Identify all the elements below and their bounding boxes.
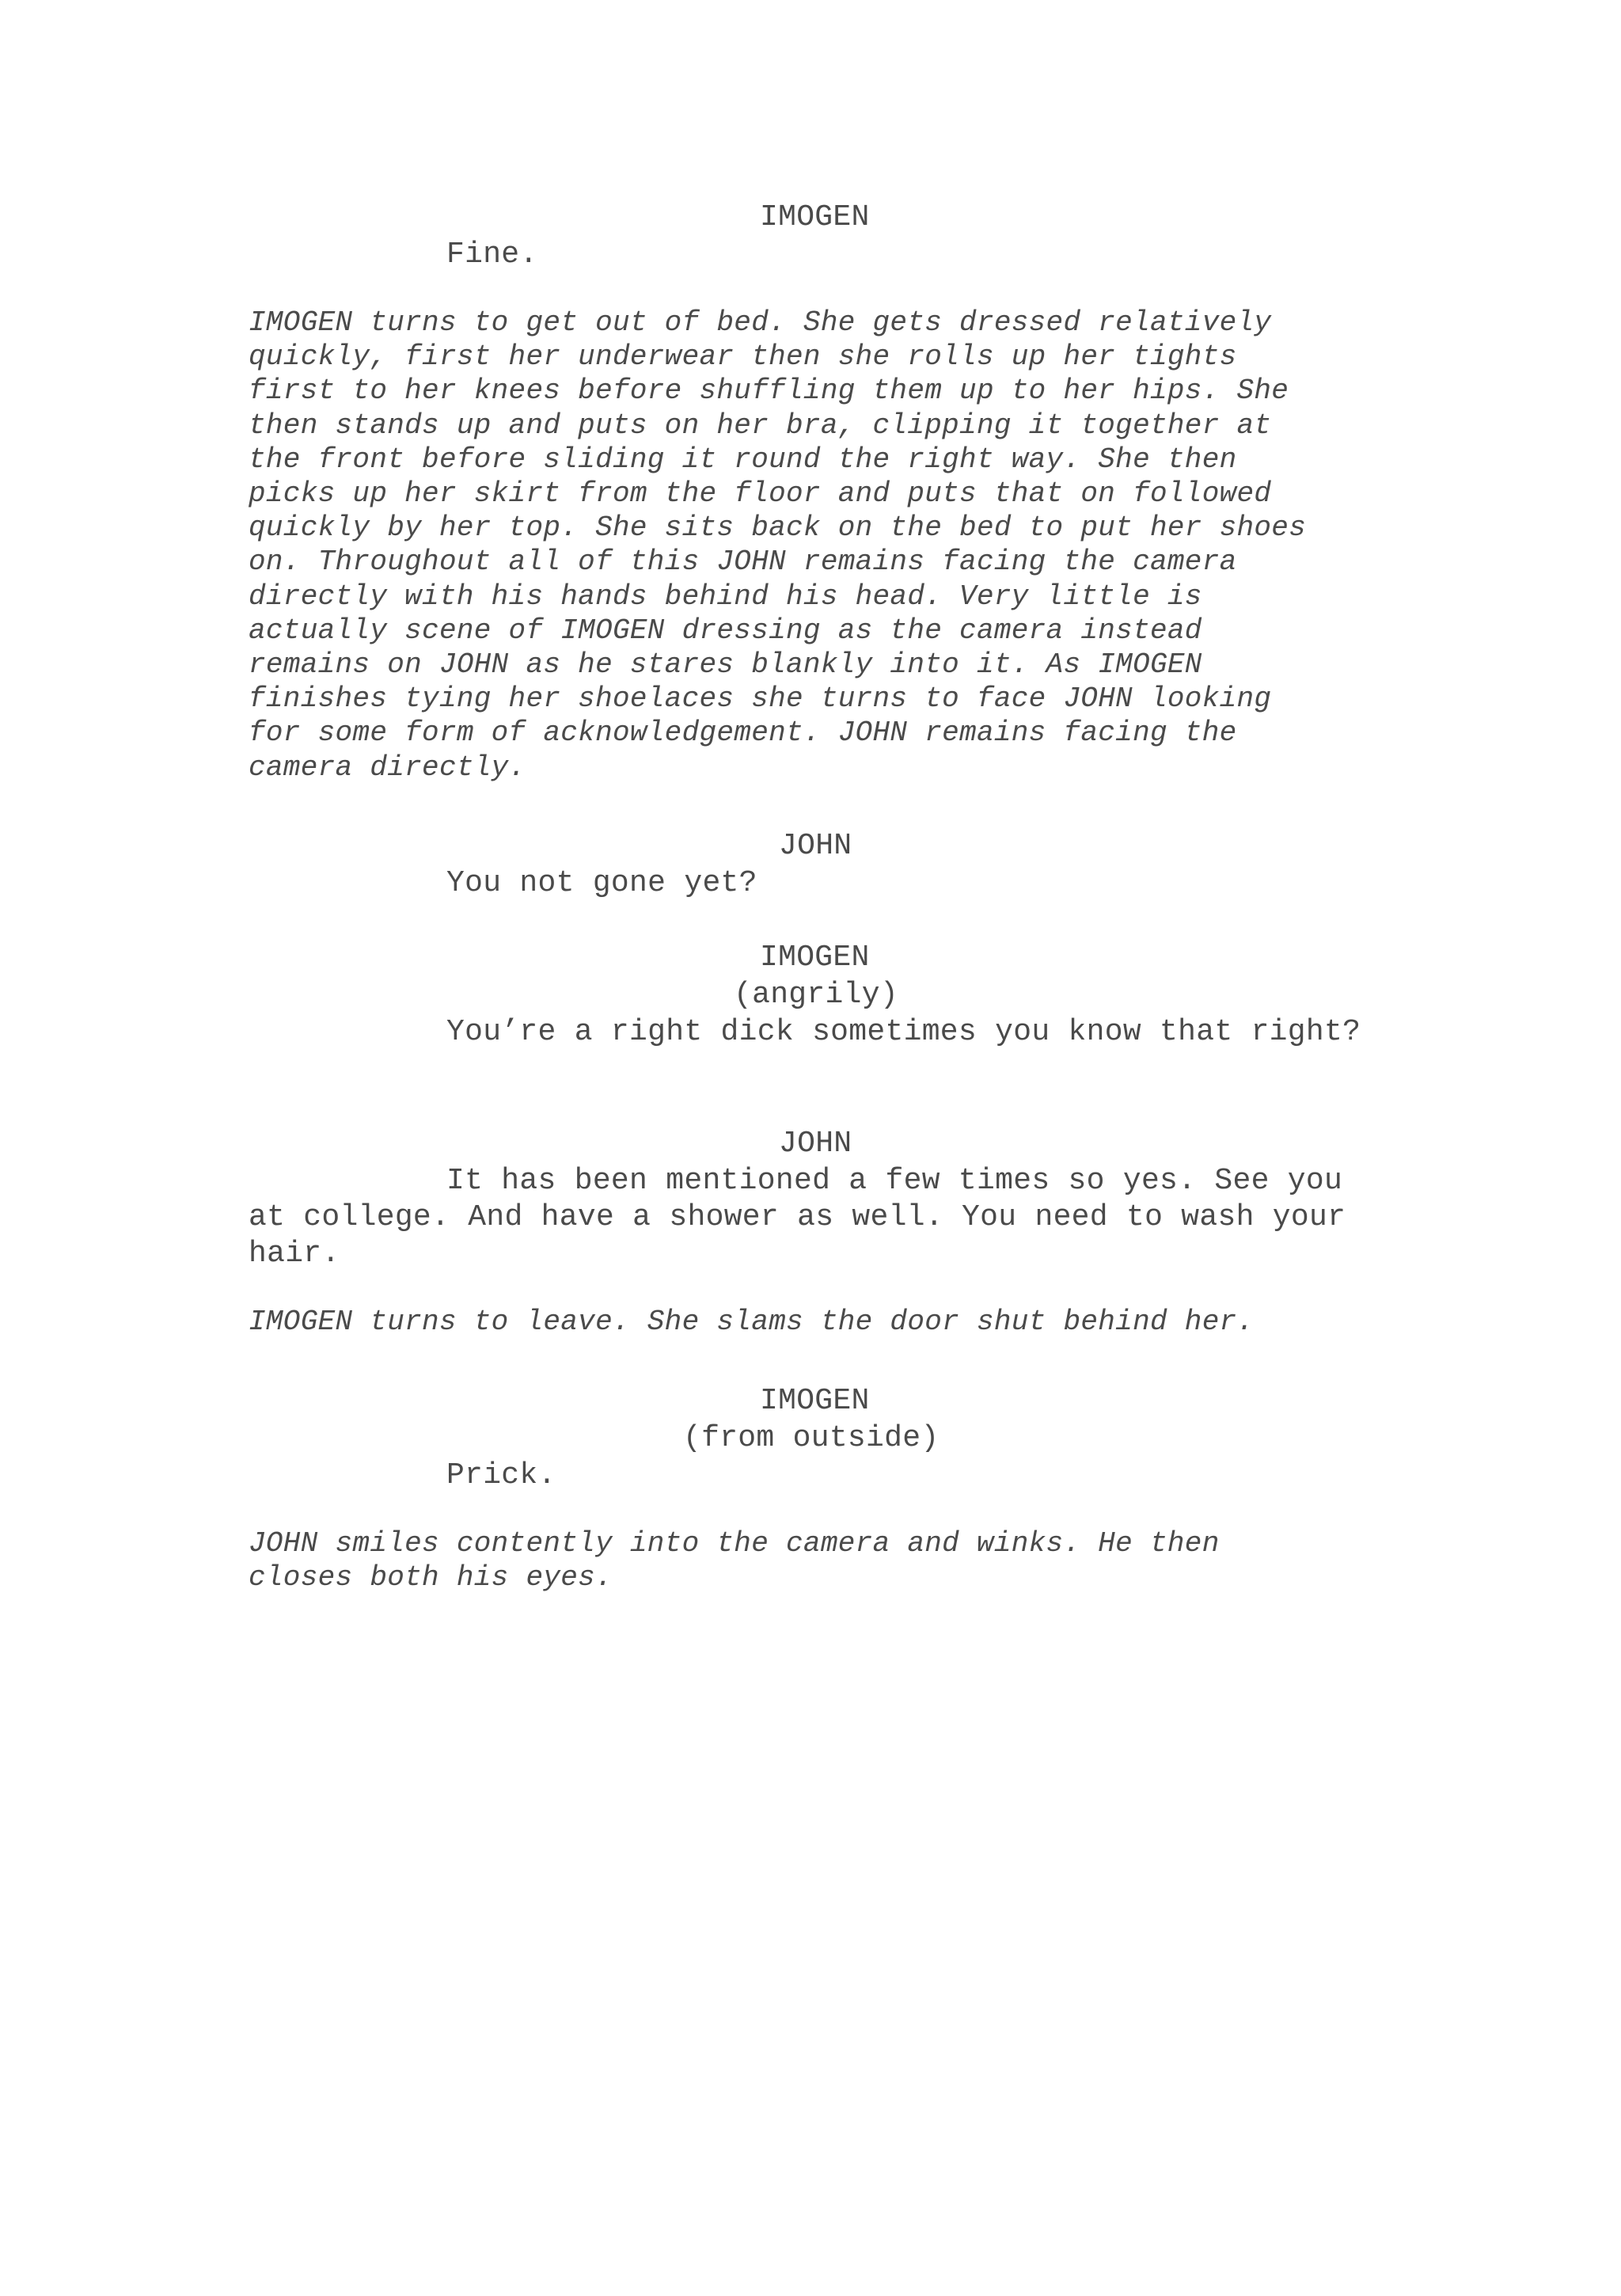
dialogue: Prick. [446,1458,556,1492]
dialogue: Fine. [446,238,538,272]
character-name: IMOGEN [760,1384,870,1418]
character-name: IMOGEN [760,200,870,234]
parenthetical: (angrily) [734,978,898,1012]
character-name: IMOGEN [760,941,870,975]
dialogue: You not gone yet? [446,866,757,900]
dialogue: You’re a right dick sometimes you know that right? [446,1015,1361,1049]
dialogue: It has been mentioned a few times so yes. See you at college. And have a shower as well. You need to wash your hair. [249,1164,1346,1271]
action-description: IMOGEN turns to leave. She slams the door shut behind her. [249,1306,1255,1338]
action-description: JOHN smiles contently into the camera and winks. He then closes both his eyes. [249,1527,1220,1595]
parenthetical: (from outside) [683,1421,940,1455]
action-description: IMOGEN turns to get out of bed. She gets dressed relatively quickly, first her underwear then she rolls up her tights first to her knees before shuffling them up to her hips. She then stands up and puts on her bra, clipping it together at the front before sliding it round the right way. She then picks up her skirt from the floor and puts that on followed quickly by her top. She sits back on the bed to put her shoes on. Throughout all of this JOHN remains facing the camera directly with his hands behind his head. Very little is actually scene of IMOGEN dressing as the camera instead remains on JOHN as he stares blankly into it. As IMOGEN finishes tying her shoelaces she turns to face JOHN looking for some form of acknowledgement. JOHN remains facing the camera directly. [249,306,1307,784]
character-name: JOHN [779,1127,852,1161]
character-name: JOHN [779,829,852,863]
